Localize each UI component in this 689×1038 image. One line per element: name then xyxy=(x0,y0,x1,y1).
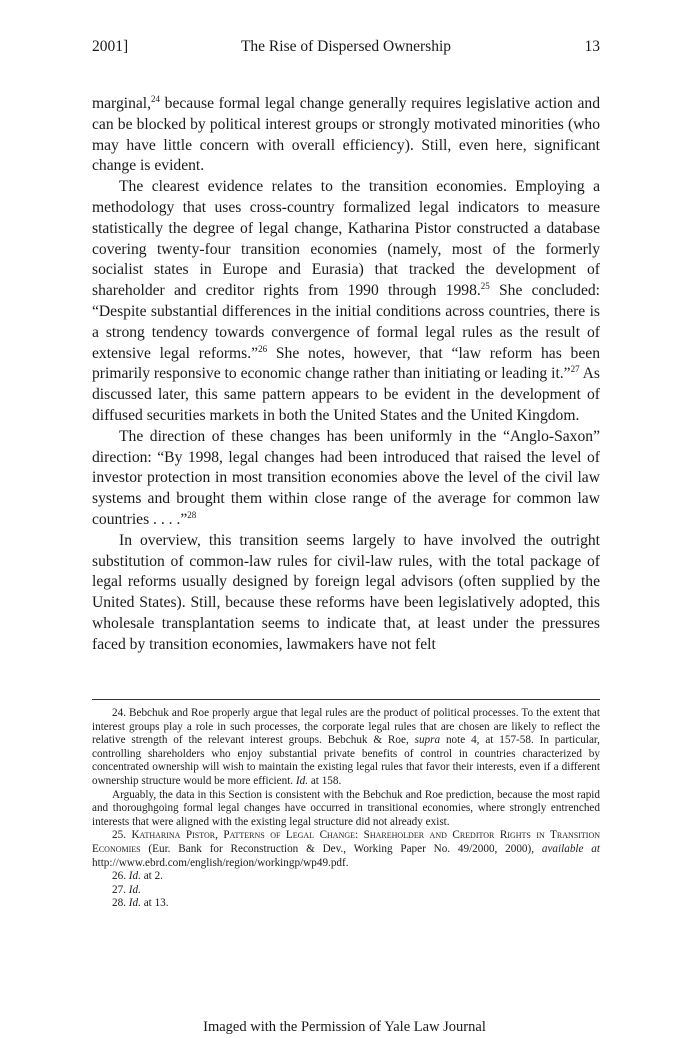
header-year: 2001] xyxy=(92,38,129,55)
paragraph-4: In overview, this transition seems largely to have involved the outright substitution of common-law rules for civil-law rules, with the total package of legal reforms usually designed by foreign legal advisors (often supplied by the United States). Still, because these reforms have been legislatively adopted, this wholesale transplantation seems to indicate that, at least under the pressures faced by transition economies, lawmakers have not felt xyxy=(92,531,600,653)
paragraph-3: The direction of these changes has been uniformly in the “Anglo-Saxon” direction: “By 1998, legal changes had been introduced that raised the level of investor protection in most transition economies above the level of the civil law systems and brought them within close range of the average for common law countries . . . .”$^{28}$ xyxy=(92,427,600,528)
footnote-27: 27. Id. xyxy=(112,883,141,896)
paragraph-2: The clearest evidence relates to the transition economies. Employing a methodology that uses cross-country formalized legal indicators to measure statistically the degree of legal change, Katharina Pistor constructed a database covering twenty-four transition economies (namely, most of the formerly socialist states in Europe and Eurasia) that tracked the development of shareholder and creditor rights from 1990 through 1998.25 She concluded: “Despite substantial differences in the initial conditions across countries, there is a strong tendency towards convergence of formal legal rules as the result of extensive legal reforms.”$^{26}$ She notes, however, that “law reform has been primarily responsive to economic change rather than initiating or leading it.”$^{27}$ As discussed later, this same pattern appears to be evident in the development of diffused securities markets in both the United States and the United Kingdom. xyxy=(92,178,600,424)
footnote-ref-28[interactable]: 28 xyxy=(187,509,197,520)
body-text xyxy=(92,94,600,656)
footnote-ref-24[interactable]: 24 xyxy=(151,94,161,104)
footnotes xyxy=(92,707,600,911)
footnote-24-continued: Arguably, the data in this Section is consistent with the Bebchuk and Roe prediction, because the most rapid and thoroughgoing formal legal changes have occurred in transitional economies, where strongly entrenched interests that were aligned with the existing legal structure did not already exist. xyxy=(92,788,600,828)
footnote-ref-26[interactable]: 26 xyxy=(258,343,268,354)
footnote-link: http://www.ebrd.com/english/region/workingp/wp49.pdf. xyxy=(92,856,349,869)
footnote-ref-25[interactable]: 25 xyxy=(480,281,490,292)
running-header xyxy=(92,38,600,60)
footnote-28: 28. Id. at 13. xyxy=(112,897,169,910)
paragraph-1: marginal,$^{24}$ because formal legal change generally requires legislative action and can be blocked by political interest groups or strongly motivated minorities (who may have little concern with overall efficiency). Still, even here, significant change is evident. xyxy=(92,94,600,175)
footnote-24: 24. Bebchuk and Roe properly argue that legal rules are the product of political processes. To the extent that interest groups play a role in such processes, the corporate legal rules that are chosen are likely to reflect the relative strength of the relevant interest groups. Bebchuk & Roe, supra note 4, at 157-58. In particular, controlling shareholders who enjoy substantial private benefits of control in countries characterized by concentrated ownership will wish to maintain the existing legal rules that favor their interests, even if a different ownership structure would be more efficient. Id. at 158. xyxy=(92,707,600,787)
footnote-26: 26. Id. at 2. xyxy=(112,870,163,883)
header-title: The Rise of Dispersed Ownership xyxy=(240,38,452,55)
permission-footer: Imaged with the Permission of Yale Law Journal xyxy=(203,1019,486,1035)
footnote-divider xyxy=(92,699,600,700)
footnote-ref-27[interactable]: 27 xyxy=(570,364,580,375)
footnote-25: 25. Katharina Pistor, Patterns of Legal Change: Shareholder and Creditor Rights in Transition Economies (Eur. Bank for Reconstruction & Dev., Working Paper No. 49/2000, 2000), available at http://www.ebrd.com/english/region/workingp/wp49.pdf. xyxy=(92,829,600,869)
page-number: 13 xyxy=(584,38,600,55)
